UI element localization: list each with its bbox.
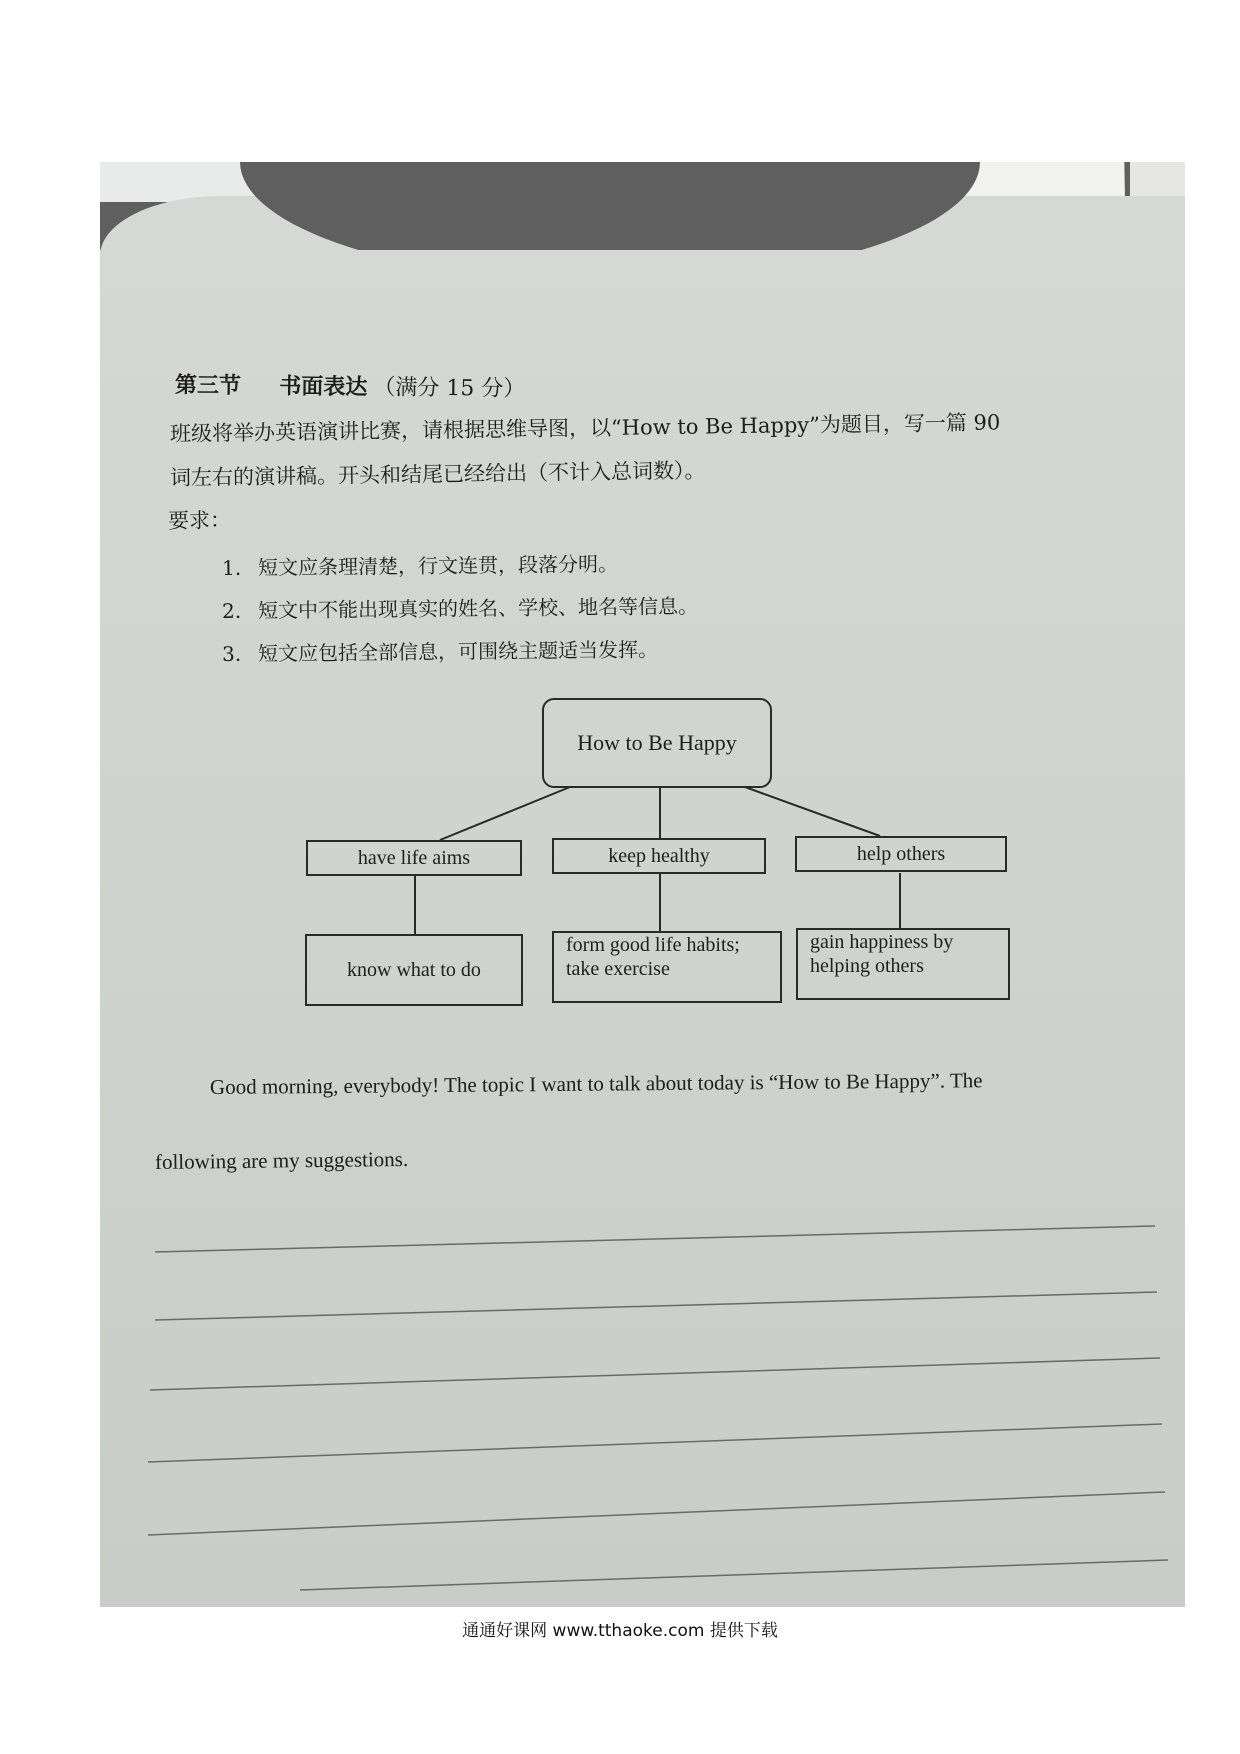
opening-line-2: following are my suggestions. [154,1146,409,1174]
detail-know-what-to-do: know what to do [305,934,523,1006]
requirement-number: 3. [221,641,242,666]
branch-help-others: help others [795,836,1007,872]
download-footer: 通通好课网 www.tthaoke.com 提供下载 [462,1621,778,1641]
mind-map-root: How to Be Happy [542,698,772,788]
requirement-number: 2. [221,598,242,623]
exam-page [100,196,1185,1607]
requirement-text: 短文应条理清楚，行文连贯，段落分明。 [257,551,619,580]
requirements-label: 要求： [167,508,232,533]
requirement-2 [222,590,698,624]
requirement-text: 短文中不能出现真实的姓名、学校、地名等信息。 [257,594,699,623]
requirement-1 [222,548,618,581]
requirement-3 [222,633,658,667]
intro-line-1: 班级将举办英语演讲比赛，请根据思维导图，以“How to Be Happy”为题目，写一篇 90 [169,410,1001,446]
branch-have-life-aims: have life aims [306,840,522,876]
requirement-number: 1. [221,555,242,580]
intro-line-2: 词左右的演讲稿。开头和结尾已经给出（不计入总词数）。 [169,458,706,490]
page-body [100,250,1185,290]
opening-line-1: Good morning, everybody! The topic I want to talk about today is “How to Be Happy”. The [209,1068,983,1099]
section-title: 书面表达 [279,373,368,401]
detail-line: form good life habits; [566,934,740,956]
section-score: （满分 15 分） [373,375,526,402]
detail-line: take exercise [566,958,670,980]
detail-line: gain happiness by [810,931,954,953]
section-number: 第三节 [174,372,242,399]
detail-form-good-habits [552,931,782,1003]
detail-line: helping others [810,955,924,977]
section-heading [175,368,526,403]
branch-keep-healthy: keep healthy [552,838,766,874]
requirement-text: 短文应包括全部信息，可围绕主题适当发挥。 [257,637,659,666]
detail-gain-happiness [796,928,1010,1000]
